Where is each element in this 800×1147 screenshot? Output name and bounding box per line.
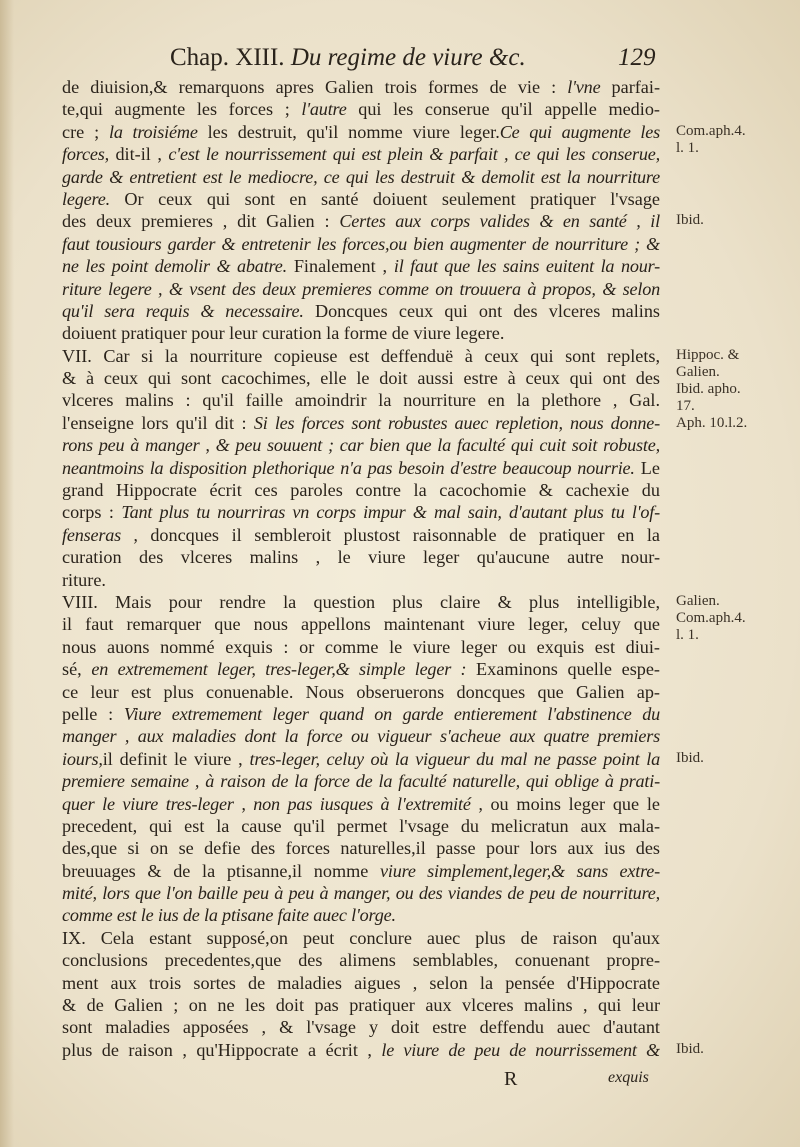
- text-line: [62, 255, 660, 277]
- text-run: precedent, qui est la cause qu'il permet l'vsage du melicratun aux mala-: [62, 815, 660, 836]
- text-run: & à ceux qui sont cacochimes, elle le doit aussi estre à ceux qui ont des: [62, 368, 660, 389]
- page-number: 129: [618, 44, 656, 71]
- text-line: [62, 613, 660, 635]
- text-line: [62, 837, 660, 859]
- text-run: de diuision,& remarquons apres Galien trois formes de vie :: [62, 77, 568, 97]
- running-title-italic: Du regime de viure &c.: [290, 44, 526, 71]
- text-line: [62, 882, 660, 904]
- margin-note: Com.aph.4. l. 1.: [676, 122, 746, 156]
- text-line: [62, 524, 660, 546]
- text-run: doncques il sembleroit plustost raisonnable de pratiquer en la: [137, 524, 660, 545]
- text-run: riture.: [62, 569, 106, 590]
- text-run: plus de raison , qu'Hippocrate a écrit ,: [62, 1039, 382, 1060]
- text-line: [62, 904, 660, 926]
- italic-run: faut tousiours garder & entretenir les forces,ou bien augmenter de nourriture ; &: [62, 233, 660, 254]
- text-line: [62, 479, 660, 501]
- text-run: VIII. Mais pour rendre la question plus claire & plus intelligible,: [62, 591, 660, 612]
- text-line: [62, 121, 660, 143]
- text-line: [62, 389, 660, 411]
- text-line: [62, 412, 660, 434]
- italic-run: ne les point demolir & abatre.: [62, 256, 287, 277]
- text-line: [62, 703, 660, 725]
- text-run: Finalement ,: [286, 256, 394, 277]
- text-line: [62, 591, 660, 613]
- margin-note: Ibid.: [676, 1041, 704, 1058]
- text-run: les destruit, qu'il nomme viure leger.: [197, 121, 500, 142]
- italic-run: Tant plus tu nourriras vn corps impur & mal sain, d'autant plus tu l'of-: [121, 502, 660, 523]
- text-run: curation des vlceres malins , le viure leger qu'aucune autre nour-: [62, 547, 660, 568]
- text-run: nous auons nommé exquis : or comme le viure leger ou exquis est diui-: [62, 636, 660, 657]
- text-run: il faut remarquer que nous appellons maintenant viure leger, celuy que: [62, 614, 660, 635]
- text-line: [62, 345, 660, 367]
- gutter-shadow: [0, 0, 14, 1147]
- text-line: [62, 949, 660, 971]
- text-line: [62, 725, 660, 747]
- text-line: [62, 367, 660, 389]
- signature-mark: R: [504, 1068, 518, 1090]
- text-line: [62, 233, 660, 255]
- margin-note: Ibid.: [676, 212, 704, 229]
- text-run: corps :: [62, 502, 122, 523]
- text-run: conclusions precedentes,que des alimens semblables, conuenant propre-: [62, 950, 660, 971]
- text-line: [62, 927, 660, 949]
- text-run: IX. Cela estant supposé,on peut conclure auec plus de raison qu'aux: [62, 927, 660, 948]
- italic-run: il faut que les sains euitent la nour-: [393, 256, 660, 277]
- italic-run: le viure de peu de nourrissement &: [381, 1039, 660, 1060]
- text-run: te,qui augmente les forces ;: [62, 99, 302, 120]
- italic-run: legere.: [62, 188, 110, 209]
- text-run: des deux premieres , dit Galien :: [62, 211, 340, 232]
- text-line: [62, 210, 660, 232]
- text-run: & de Galien ; on ne les doit pas pratiquer aux vlceres malins , qui leur: [62, 995, 660, 1016]
- text-line: [62, 1039, 660, 1061]
- italic-run: premiere semaine , à raison de la force de la faculté naturelle, qui oblige à prati-: [62, 771, 660, 792]
- margin-note: Ibid.: [676, 750, 704, 766]
- text-line: [62, 278, 660, 300]
- text-run: Doncques ceux qui ont des vlceres malins: [303, 300, 660, 321]
- text-line: [62, 972, 660, 994]
- margin-note: Hippoc. & Galien. Ibid. apho. 17. Aph. 10.l.2.: [676, 346, 748, 431]
- italic-run: l'autre: [301, 99, 347, 120]
- margin-note: Galien. Com.aph.4. l. 1.: [676, 593, 746, 644]
- text-line: [62, 860, 660, 882]
- text-run: des,que si on se defie des forces naturelles,il passe pour lors aux ius des: [62, 838, 660, 859]
- text-run: Or ceux qui sont en santé doiuent seulement pratiquer l'vsage: [109, 188, 660, 209]
- text-run: doiuent pratiquer pour leur curation la forme de viure legere.: [62, 323, 505, 344]
- text-line: [62, 681, 660, 703]
- text-run: vlceres malins : qu'il faille amoindrir la nourriture en la plethore , Gal.: [62, 390, 660, 411]
- text-run: dit-il ,: [108, 144, 169, 165]
- text-line: [62, 815, 660, 837]
- text-line: [62, 457, 660, 479]
- text-line: [62, 300, 660, 322]
- running-title: [170, 44, 526, 72]
- text-run: qui les conserue qu'il appelle medio-: [346, 99, 660, 120]
- italic-run: Ce qui augmente les: [499, 121, 660, 142]
- italic-run: rons peu à manger , & peu souuent ; car bien que la faculté qui cuit soit robuste,: [62, 435, 660, 456]
- italic-run: mité, lors que l'on baille peu à peu à manger, ou des viandes de peu de nourriture,: [62, 883, 660, 904]
- text-run: il definit le viure ,: [102, 748, 250, 769]
- text-run: l'enseigne lors qu'il dit :: [62, 412, 254, 433]
- text-run: sé,: [62, 659, 92, 680]
- text-line: [62, 188, 660, 210]
- text-line: [62, 322, 660, 344]
- text-line: [62, 1016, 660, 1038]
- italic-run: riture legere , & vsent des deux premieres comme on trouuera à propos, & selon: [62, 278, 660, 299]
- catchword: exquis: [608, 1069, 649, 1086]
- text-run: Le: [634, 457, 660, 478]
- body-text: [62, 76, 660, 1061]
- italic-run: c'est le nourrissement qui est plein & parfait , ce qui les conserue,: [168, 144, 660, 165]
- italic-run: Certes aux corps valides & en santé , il: [339, 211, 660, 232]
- text-run: grand Hippocrate écrit ces paroles contre la cacochomie & cachexie du: [62, 480, 660, 501]
- italic-run: forces,: [62, 144, 109, 165]
- text-line: [62, 501, 660, 523]
- italic-run: tres-leger, celuy où la vigueur du mal ne passe point la: [249, 748, 660, 769]
- text-run: cre ;: [62, 121, 110, 142]
- text-run: ment aux trois sortes de maladies aigues , selon la pensée d'Hippocrate: [62, 972, 660, 993]
- text-line: [62, 166, 660, 188]
- running-title-roman: Chap. XIII.: [170, 44, 285, 71]
- italic-run: l'vne: [567, 77, 601, 97]
- italic-run: la troisiéme: [109, 121, 198, 142]
- text-line: [62, 994, 660, 1016]
- text-run: ou moins leger que le: [482, 793, 660, 814]
- text-line: [62, 98, 660, 120]
- text-line: [62, 636, 660, 658]
- text-run: VII. Car si la nourriture copieuse est deffenduë à ceux qui sont replets,: [62, 345, 660, 366]
- text-line: [62, 434, 660, 456]
- text-run: Examinons quelle espe-: [466, 659, 660, 680]
- text-line: [62, 143, 660, 165]
- text-line: [62, 793, 660, 815]
- italic-run: qu'il sera requis & necessaire.: [62, 300, 304, 321]
- text-run: ce leur est plus conuenable. Nous obseruerons doncques que Galien ap-: [62, 681, 660, 702]
- text-run: pelle :: [62, 703, 124, 724]
- text-line: [62, 658, 660, 680]
- italic-run: fenseras ,: [62, 524, 138, 545]
- italic-run: comme est le ius de la ptisane faite auec l'orge.: [62, 905, 396, 926]
- text-line: [62, 770, 660, 792]
- italic-run: iours,: [62, 748, 103, 769]
- text-run: sont maladies apposées , & l'vsage y doit estre deffendu auec d'autant: [62, 1017, 660, 1038]
- text-run: breuuages & de la ptisanne,il nomme: [62, 860, 380, 881]
- italic-run: garde & entretient est le mediocre, ce qui les destruit & demolit est la nourriture: [62, 166, 660, 187]
- text-line: [62, 546, 660, 568]
- text-run: parfai-: [600, 77, 660, 97]
- italic-run: Viure extremement leger quand on garde entierement l'abstinence du: [123, 703, 660, 724]
- text-line: [62, 748, 660, 770]
- italic-run: en extremement leger, tres-leger,& simple leger :: [91, 659, 467, 680]
- text-line: [62, 569, 660, 591]
- italic-run: quer le viure tres-leger , non pas iusques à l'extremité ,: [62, 793, 483, 814]
- italic-run: manger , aux maladies dont la force ou vigueur s'acheue aux quatre premiers: [62, 726, 660, 747]
- text-line: [62, 76, 660, 98]
- italic-run: Si les forces sont robustes auec repletion, nous donne-: [253, 412, 660, 433]
- italic-run: viure simplement,leger,& sans extre-: [380, 860, 660, 881]
- italic-run: neantmoins la disposition plethorique n'a pas besoin d'estre beaucoup nourrie.: [62, 457, 635, 478]
